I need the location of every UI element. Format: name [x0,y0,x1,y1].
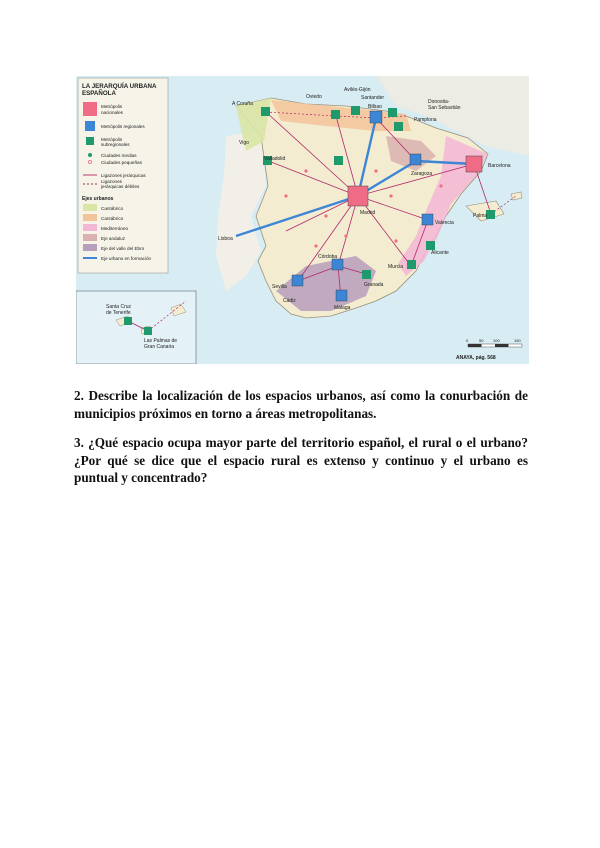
scale-tick-100: 100 [493,338,500,343]
legend-eje-label-2: Cantábrico [101,216,124,221]
valencia-marker [422,214,433,225]
santander-marker [388,108,397,117]
las-palmas-marker [144,327,152,335]
bilbao-marker [370,111,382,123]
alicante-marker [426,241,435,250]
question-3: 3. ¿Qué espacio ocupa mayor parte del territorio español, el rural o el urbano? ¿Por qué se dice que el espacio rural es extenso y continuo y el urbano es puntual y concentrado? [74,435,528,485]
label-valencia: Valencia [435,220,454,226]
label-acoruna: A Coruña [232,101,253,107]
canary-islands-inset [76,291,196,364]
legend-eje-label-1: Cantábrico [101,206,124,211]
legend-ejes-title: Ejes urbanos [82,196,114,202]
acoruna-marker [261,107,270,116]
label-murcia: Murcia [388,264,404,270]
label-palma: Palma [473,213,488,219]
legend-eje-swatch-2 [83,214,97,221]
sevilla-malaga-marker [332,259,343,270]
legend-eje-swatch-3 [83,224,97,231]
legend-regional-swatch [85,121,95,131]
label-granada: Granada [364,282,384,288]
label-valladolid: Valladolid [264,156,286,162]
scale-tick-0: 0 [466,338,469,343]
label-lisboa: Lisboa [218,236,233,242]
question-2: 2. Describe la localización de los espacios urbanos, así como la conurbación de municipios próximos en torno a áreas metropolitanas. [74,388,528,421]
legend-ligazones-label: Ligazones jerárquicas [101,173,146,178]
legend-nacional-label-2: nacionales [101,110,123,115]
murcia-marker [407,260,416,269]
legend-pequenas-label: Ciudades pequeñas [101,160,142,165]
label-malaga: Málaga [334,305,351,311]
zaragoza-marker [410,154,421,165]
malaga-marker [336,290,347,301]
label-zaragoza: Zaragoza [411,171,433,177]
label-madrid: Madrid [360,210,376,216]
label-bilbao: Bilbao [368,104,382,110]
legend-eje-swatch-1 [83,204,97,211]
legend-eje-label-4: Eje andaluz [101,236,126,241]
legend-eje-label-3: Mediterráneo [101,226,129,231]
legend-subregional-label-2: subregionales [101,142,130,147]
legend-eje-label-5: Eje del valle del Ebro [101,246,145,251]
madrid-marker [348,186,368,206]
barcelona-marker [466,156,482,172]
legend-medias-symbol [88,153,92,157]
label-santa-cruz-1: Santa Cruz [106,304,132,310]
label-santa-cruz-2: de Tenerife [106,310,131,316]
legend-formacion-label: Eje urbano en formación [101,256,152,261]
legend-regional-label: Metrópolis regionales [101,124,145,129]
sevilla-marker [292,275,303,286]
legend-eje-swatch-5 [83,244,97,251]
scale-tick-150: 150 [514,338,521,343]
aviles-marker [351,106,360,115]
map-credit: ANAYA, pág. 568 [456,355,496,361]
label-santander: Santander [361,95,385,101]
label-pamplona: Pamplona [414,117,437,123]
label-sevilla: Sevilla [272,284,287,290]
legend-subregional-swatch [86,137,94,145]
label-alicante: Alicante [431,250,449,256]
legend-nacional-swatch [83,102,97,116]
label-barcelona: Barcelona [488,163,511,169]
santa-cruz-marker [124,317,132,325]
label-cordoba: Córdoba [318,254,338,260]
valladolid-marker [334,156,343,165]
label-aviles-gijon: Avilés-Gijón [344,87,371,93]
label-las-palmas-1: Las Palmas de [144,338,178,344]
pamplona-marker [394,122,403,131]
oviedo-marker [331,110,340,119]
scale-tick-50: 50 [479,338,484,343]
legend-debiles-label-1: Ligazones [101,179,122,184]
granada-marker [362,270,371,279]
legend-eje-swatch-4 [83,234,97,241]
legend-medias-label: Ciudades medias [101,153,137,158]
palma-marker [486,210,495,219]
urban-hierarchy-map [76,76,529,364]
map-title-line1: LA JERARQUÍA URBANA [82,83,157,90]
legend-nacional-label-1: Metrópolis [101,104,123,109]
label-cadiz: Cádiz [283,298,296,304]
map-title-line2: ESPAÑOLA [82,90,116,97]
label-donostia-2: San Sebastián [428,105,461,111]
label-oviedo: Oviedo [306,94,322,100]
label-las-palmas-2: Gran Canaria [144,344,175,350]
legend-subregional-label-1: Metrópolis [101,137,123,142]
label-donostia-1: Donostia- [428,99,450,105]
legend-debiles-label-2: jerárquicas débiles [101,184,140,189]
label-vigo: Vigo [239,140,249,146]
